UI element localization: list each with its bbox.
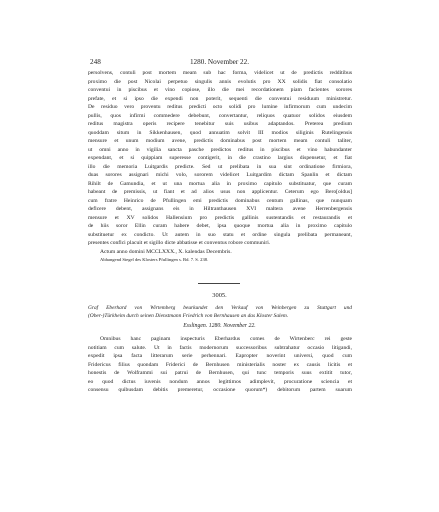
text-line: pullis, quos infirmi commedere debebunt, convertantur, reliquos quatuor solidos eiusdem	[88, 112, 352, 119]
text-line: proximo die post Nicolai perpetuo singulis annis evolutis pro XX solidis fiat consolatio	[88, 78, 352, 85]
page-number: 248	[90, 58, 101, 66]
header-date: 1280. November 22.	[189, 58, 250, 66]
text-line: illo die memoria Luitgardis predicte. Sed ut prelibata in sua sint ordinatione firmiora,	[88, 163, 352, 170]
text-line: substituetur ex condicto. Ut autem in suo statu et ordine singula prelibata permaneant,	[88, 231, 352, 238]
actum-line: Actum anno domini MCCLXXX., X. kalendas Decembris.	[100, 248, 232, 255]
text-line: honestis de Wolframmi sui patrui de Bernhusen, qui tunc temporis suus extitit tutor,	[88, 370, 352, 376]
text-line: prefate, et si ipso die expendi non poterit, sequenti die conventui residuum ministretur.	[88, 95, 352, 102]
text-line: mensure et unum modium avene, predictis dominabus post mortem meam contuli taliter,	[88, 138, 352, 144]
text-line: reditus magistra operis recipere tenebitur suis usibus adaptandos. Preterea predium	[88, 121, 352, 127]
text-line: Rihilt de Gamundia, et ut una mortua alia in proximo capitulo substituatur, que curam	[88, 180, 352, 187]
section-divider	[198, 283, 240, 284]
regest-summary	[88, 305, 352, 321]
text-line: notitiam cum salute. Ut in factis modernorum successoribus subtrahatur occasio litigandi,	[88, 344, 352, 351]
text-line: deflcere debent, assignans eis in Hiltranthausen XVI maltera avene Herrenbergensis	[88, 206, 352, 212]
regest-line: (Ober-)Türkheim durch seinen Dienstmann Friedrich von Bernhausen an das Kloster Salem.	[88, 312, 289, 319]
text-line: consensu quibusdam debitis premeretur, occasione quorum*) debitorum partem suarum	[88, 387, 352, 393]
document-number: 3005.	[212, 292, 227, 299]
text-line: Omnibus hanc paginam inspecturis Eberhardus comes de Wirtenberc rei geste	[100, 336, 352, 342]
document-body-continued	[88, 69, 352, 264]
text-line: conventui in piscibus et vino copiose, illo die mei recordationem piam facientes sorores	[88, 87, 352, 93]
text-line: expedit ipsa facta litterarum serie perhennari. Eapropter noverint universi, quod cum	[88, 353, 352, 359]
seal-note: Abhangend Siegel des Klosters Pfullingen s. Bd. 7. S. 238.	[100, 257, 209, 262]
text-line: presentes conflci placuit et sigillo dicte abbatisse et conventus robore communiri.	[88, 240, 271, 246]
text-line: duas sorores assignari michi volo, sororem videlicet Luitgardim dictam Spanlin et dictam	[88, 172, 352, 178]
text-line: mensure et XV solidos Hallensium pro predictis gallinis sustentandis et restaurandis et	[88, 214, 352, 221]
text-line: persolvens, contuli post mortem meam sub hac forma, videlicet ut de predictis redditibus	[88, 70, 352, 76]
text-line: Fridericus filius quondam Friderici de Bernhusen ministerialis noster ex causis licitis et	[88, 361, 352, 368]
document-body	[88, 335, 352, 395]
text-line: expendant, et si quippiam superesse contigerit, in die crastino largius dispensetur, et fiat	[88, 155, 352, 161]
text-line: eo quod dictus iuvenis nondum annos legittimos adimplevit, procuratione sciencia et	[88, 378, 352, 385]
text-line: De residuo vero proventu reditus predicti octo solidi pro lumine infirmorum cum undecim	[88, 104, 352, 110]
text-line: ut omni anno in vigilia sancta pasche predictos reditus in piscibus et vino habundanter	[88, 146, 352, 153]
text-line: cum fratre Heinrico de Pfullingen emi predictis dominabus centum gallinas, que nunquam	[88, 197, 352, 204]
text-line: de hiis soror Ellin curam habere debet, ipsa quoque mortua alia in proximo capitulo	[88, 223, 352, 229]
document-date: Esslingen. 1280. November 22.	[183, 323, 256, 329]
text-line: habeant de premissis, ut fiant et ad alios usus non applicentur. Ceterum ego Bero[oldus]	[88, 189, 352, 195]
running-header	[78, 57, 361, 67]
text-line: quoddam situm in Sikkenhausen, quod annuatim solvit III modios siliginis Rutelingensis	[88, 129, 352, 136]
regest-line: Graf Eberhard von Wirtemberg beurkundet den Verkauf von Weinbergen zu Stuttgart und	[88, 305, 352, 311]
